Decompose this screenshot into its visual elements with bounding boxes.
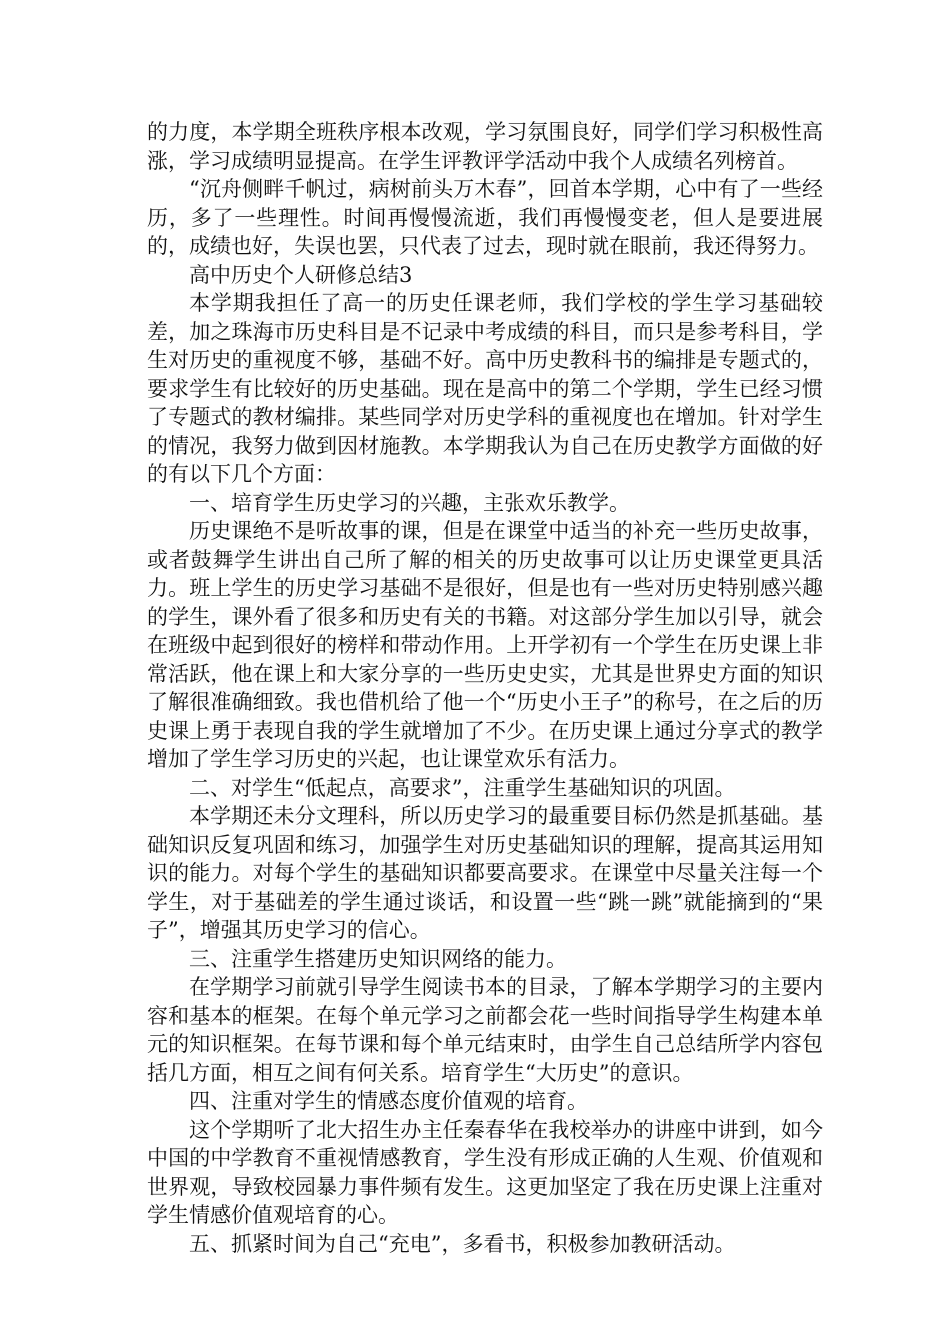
section-title: 高中历史个人研修总结3 (189, 262, 413, 287)
paragraph-point-4: 这个学期听了北大招生办主任秦春华在我校举办的讲座中讲到，如今中国的中学教育不重视情感教育，学生没有形成正确的人生观、价值观和世界观，导致校园暴力事件频有发生。这更加坚定了我在历史课上注重对学生情感价值观培育的心。 (147, 1117, 823, 1227)
document-body (147, 118, 823, 1258)
paragraph-intro: 本学期我担任了高一的历史任课老师，我们学校的学生学习基础较差，加之珠海市历史科目是不记录中考成绩的科目，而只是参考科目，学生对历史的重视度不够，基础不好。高中历史教科书的编排是专题式的，要求学生有比较好的历史基础。现在是高中的第二个学期，学生已经习惯了专题式的教材编排。某些同学对历史学科的重视度也在增加。针对学生的情况，我努力做到因材施教。本学期我认为自己在历史教学方面做的好的有以下几个方面： (147, 291, 823, 486)
heading-point-4: 四、注重对学生的情感态度价值观的培育。 (189, 1089, 588, 1113)
heading-point-3: 三、注重学生搭建历史知识网络的能力。 (189, 946, 567, 971)
heading-point-1: 一、培育学生历史学习的兴趣，主张欢乐教学。 (189, 490, 630, 515)
paragraph-point-1: 历史课绝不是听故事的课，但是在课堂中适当的补充一些历史故事，或者鼓舞学生讲出自己所了解的相关的历史故事可以让历史课堂更具活力。班上学生的历史学习基础不是很好，但是也有一些对历史特别感兴趣的学生，课外看了很多和历史有关的书籍。对这部分学生加以引导，就会在班级中起到很好的榜样和带动作用。上开学初有一个学生在历史课上非常活跃，他在课上和大家分享的一些历史史实，尤其是世界史方面的知识了解很准确细致。我也借机给了他一个“历史小王子”的称号，在之后的历史课上勇于表现自我的学生就增加了不少。在历史课上通过分享式的教学增加了学生学习历史的兴起，也让课堂欢乐有活力。 (147, 519, 823, 771)
paragraph-continuation: 的力度，本学期全班秩序根本改观，学习氛围良好，同学们学习积极性高涨，学习成绩明显提高。在学生评教评学活动中我个人成绩名列榜首。 (147, 120, 823, 173)
paragraph-point-3: 在学期学习前就引导学生阅读书本的目录，了解本学期学习的主要内容和基本的框架。在每个单元学习之前都会花一些时间指导学生构建本单元的知识框架。在每节课和每个单元结束时，由学生自己总结所学内容包括几方面，相互之间有何关系。培育学生“大历史”的意识。 (147, 975, 823, 1085)
paragraph-point-2: 本学期还未分文理科，所以历史学习的最重要目标仍然是抓基础。基础知识反复巩固和练习，加强学生对历史基础知识的理解，提高其运用知识的能力。对每个学生的基础知识都要高要求。在课堂中尽量关注每一个学生，对于基础差的学生通过谈话，和设置一些“跳一跳”就能摘到的“果子”，增强其历史学习的信心。 (147, 804, 823, 942)
heading-point-5: 五、抓紧时间为自己“充电”，多看书，积极参加教研活动。 (189, 1231, 736, 1256)
heading-point-2: 二、对学生“低起点，高要求”，注重学生基础知识的巩固。 (189, 775, 736, 800)
paragraph-reflection: “沉舟侧畔千帆过，病树前头万木春”，回首本学期，心中有了一些经历，多了一些理性。时间再慢慢流逝，我们再慢慢变老，但人是要进展的，成绩也好，失误也罢，只代表了过去，现时就在眼前，我还得努力。 (147, 177, 823, 258)
